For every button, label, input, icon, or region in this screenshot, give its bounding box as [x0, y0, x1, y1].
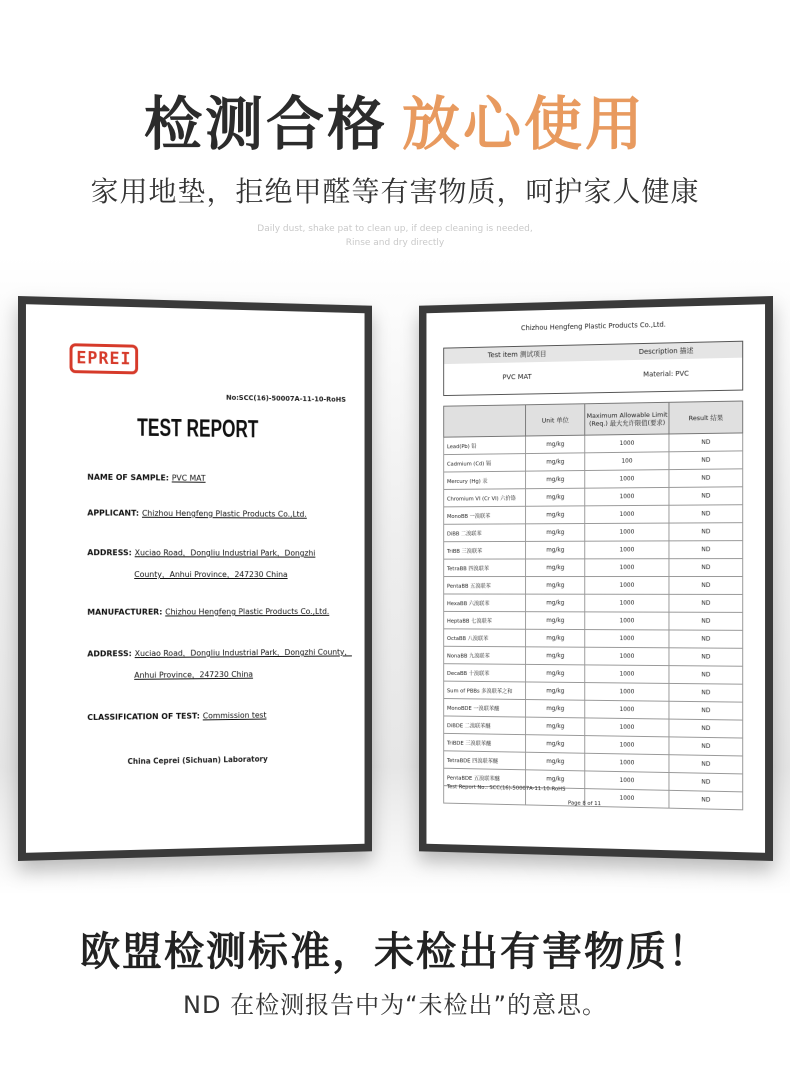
cell-limit: 1000 — [585, 523, 669, 541]
cell-limit: 1000 — [585, 505, 669, 523]
field-label: ADDRESS: — [87, 548, 132, 558]
page-number: Page 8 of 11 — [567, 800, 601, 808]
cell-result: ND — [669, 737, 742, 756]
cell-result: ND — [669, 523, 742, 541]
cell-name: Sum of PBBs 多溴联苯之和 — [444, 681, 526, 699]
cell-name: PentaBDE 五溴联苯醚 — [444, 768, 526, 787]
cell-name: Lead(Pb) 铅 — [444, 436, 526, 455]
eprei-logo: EPREI — [70, 343, 139, 374]
cell-unit: mg/kg — [526, 700, 585, 718]
cell-unit: mg/kg — [526, 541, 585, 559]
cell-name: MonoBB 一溴联苯 — [444, 506, 526, 524]
cell-unit: mg/kg — [526, 647, 585, 665]
cell-result: ND — [669, 790, 742, 809]
cell-result: ND — [669, 594, 742, 612]
cell-unit: mg/kg — [526, 735, 585, 754]
cell-name: HeptaBB 七溴联苯 — [444, 611, 526, 629]
cell-limit: 1000 — [585, 665, 669, 684]
test-item-value: PVC MAT — [502, 372, 532, 382]
cell-limit: 1000 — [585, 647, 669, 665]
cell-limit: 1000 — [585, 753, 669, 772]
cell-result: ND — [669, 577, 742, 595]
cell-name: TriBB 三溴联苯 — [444, 541, 526, 559]
field-manufacturer — [87, 601, 355, 623]
field-value: Commission test — [202, 710, 267, 721]
cell-unit: mg/kg — [526, 577, 585, 595]
cell-result: ND — [669, 487, 742, 505]
results-body — [444, 433, 743, 810]
headline — [0, 88, 790, 160]
field-value: Xuciao Road，Dongliu Industrial Park，Dongzhi — [134, 548, 316, 558]
field-label: NAME OF SAMPLE: — [87, 472, 169, 483]
field-value: PVC MAT — [171, 473, 206, 483]
cell-unit: mg/kg — [526, 629, 585, 647]
cell-name: DiBB 二溴联苯 — [444, 524, 526, 542]
cell-unit: mg/kg — [526, 752, 585, 771]
field-sample — [87, 467, 355, 491]
cell-result: ND — [669, 755, 742, 774]
cell-unit: mg/kg — [526, 471, 585, 489]
right-report-paper — [426, 304, 765, 853]
right-report-frame — [419, 296, 773, 861]
laboratory-name: China Ceprei (Sichuan) Laboratory — [127, 754, 268, 766]
cell-limit: 1000 — [585, 559, 669, 577]
cell-result: ND — [669, 451, 742, 470]
description-value: Material: PVC — [643, 369, 689, 379]
cell-limit: 1000 — [585, 487, 669, 505]
subtitle: 家用地垫，拒绝甲醛等有害物质，呵护家人健康 — [90, 175, 700, 208]
cell-name: PentaBB 五溴联苯 — [444, 577, 526, 595]
table-row — [444, 577, 743, 595]
cell-limit: 100 — [585, 452, 669, 471]
cell-unit: mg/kg — [526, 435, 585, 453]
cell-result: ND — [669, 505, 742, 523]
field-value-line-2: Anhui Province，247230 China — [134, 669, 254, 680]
cell-limit: 1000 — [585, 771, 669, 790]
field-label: APPLICANT: — [87, 508, 140, 518]
table-row — [444, 487, 743, 507]
cell-name: MonoBDE 一溴联苯醚 — [444, 699, 526, 718]
cell-name: HexaBB 六溴联苯 — [444, 594, 526, 612]
field-value-line-2: County，Anhui Province，247230 China — [134, 570, 288, 579]
english-note-line-2: Rinse and dry directly — [345, 238, 445, 248]
cell-limit: 1000 — [585, 789, 669, 809]
info-box — [443, 341, 743, 396]
cell-limit: 1000 — [585, 577, 669, 595]
cell-name: TetraBDE 四溴联苯醚 — [444, 751, 526, 770]
col-result: Result 结果 — [669, 401, 742, 434]
cell-result: ND — [669, 773, 742, 792]
description-label: Description 描述 — [638, 346, 694, 356]
cell-limit: 1000 — [585, 594, 669, 612]
bottom-subtitle: ND 在检测报告中为“未检出”的意思。 — [183, 991, 607, 1019]
cell-result: ND — [669, 701, 742, 720]
cell-limit: 1000 — [585, 434, 669, 453]
left-report-frame — [18, 296, 372, 861]
field-classification — [87, 704, 355, 729]
cell-unit: mg/kg — [526, 594, 585, 612]
results-table — [443, 401, 743, 811]
bottom-title: 欧盟检测标准，未检出有害物质！ — [80, 929, 710, 975]
cell-unit: mg/kg — [526, 559, 585, 577]
cell-unit: mg/kg — [526, 770, 585, 789]
field-value: Xuciao Road，Dongliu Industrial Park，Dongzhi County， — [134, 647, 352, 659]
english-note — [0, 222, 790, 250]
cell-name: OctaBB 八溴联苯 — [444, 629, 526, 647]
table-row — [444, 629, 743, 648]
cell-result: ND — [669, 719, 742, 738]
cell-unit: mg/kg — [526, 506, 585, 524]
report-footer: Test Report No.: SCC(16)-50007A-11-10-RoHS — [446, 784, 566, 793]
cell-name: Chromium VI (Cr VI) 六价铬 — [444, 489, 526, 507]
cell-result: ND — [669, 433, 742, 452]
col-item — [444, 405, 526, 437]
field-value: Chizhou Hengfeng Plastic Products Co.,Ltd. — [165, 607, 330, 617]
english-note-line-1: Daily dust, shake pat to clean up, if deep cleaning is needed, — [257, 224, 533, 234]
cell-name: TetraBB 四溴联苯 — [444, 559, 526, 577]
cell-name: NonaBB 九溴联苯 — [444, 646, 526, 664]
cell-limit: 1000 — [585, 470, 669, 489]
field-label: ADDRESS: — [87, 649, 132, 659]
table-row — [444, 505, 743, 525]
cell-result: ND — [669, 666, 742, 685]
report-number: No:SCC(16)-50007A-11-10-RoHS — [225, 393, 346, 404]
col-limit: Maximum Allowable Limit (Req.) 最大允许限值(要求) — [585, 402, 669, 435]
cell-name: DiBDE 二溴联苯醚 — [444, 716, 526, 735]
cell-limit: 1000 — [585, 700, 669, 719]
field-applicant — [87, 503, 355, 526]
cell-result: ND — [669, 469, 742, 488]
headline-accent: 放心使用 — [402, 90, 647, 158]
cell-unit: mg/kg — [526, 488, 585, 506]
table-row — [444, 541, 743, 560]
field-label: CLASSIFICATION OF TEST: — [87, 711, 200, 723]
left-report-paper — [26, 304, 365, 853]
cell-limit: 1000 — [585, 736, 669, 755]
cell-result: ND — [669, 630, 742, 648]
col-unit: Unit 单位 — [526, 404, 585, 436]
cell-limit: 1000 — [585, 612, 669, 630]
field-label: MANUFACTURER: — [87, 607, 163, 617]
cell-result: ND — [669, 559, 742, 577]
cell-unit: mg/kg — [526, 453, 585, 471]
cell-unit: mg/kg — [526, 664, 585, 682]
cell-name: Mercury (Hg) 汞 — [444, 471, 526, 489]
company-header: Chizhou Hengfeng Plastic Products Co.,Ltd. — [520, 320, 666, 333]
table-row — [444, 523, 743, 542]
field-address-1 — [87, 542, 355, 586]
cell-limit: 1000 — [585, 718, 669, 737]
cell-unit: mg/kg — [526, 612, 585, 630]
table-row — [444, 594, 743, 612]
cell-name: DecaBB 十溴联苯 — [444, 664, 526, 682]
test-item-label: Test item 测试项目 — [487, 350, 547, 360]
cell-result: ND — [669, 612, 742, 630]
cell-limit: 1000 — [585, 683, 669, 702]
cell-result: ND — [669, 683, 742, 702]
cell-unit: mg/kg — [526, 524, 585, 542]
cell-limit: 1000 — [585, 630, 669, 648]
cell-result: ND — [669, 541, 742, 559]
cell-unit: mg/kg — [526, 682, 585, 700]
cell-unit: mg/kg — [526, 717, 585, 735]
table-row — [444, 611, 743, 630]
table-row — [444, 559, 743, 577]
cell-result: ND — [669, 648, 742, 666]
cell-name: Cadmium (Cd) 镉 — [444, 454, 526, 472]
cell-limit: 1000 — [585, 541, 669, 559]
cell-name: TriBDE 三溴联苯醚 — [444, 733, 526, 752]
headline-dark: 检测合格 — [143, 90, 388, 158]
report-title: TEST REPORT — [137, 413, 259, 444]
field-address-2 — [87, 642, 355, 687]
field-value: Chizhou Hengfeng Plastic Products Co.,Ltd. — [141, 508, 307, 519]
